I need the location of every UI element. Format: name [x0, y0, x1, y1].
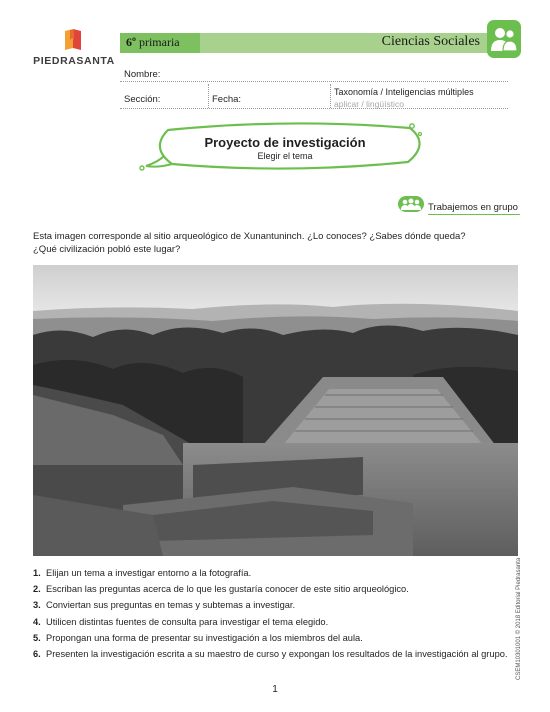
- list-item: [33, 648, 513, 664]
- step-number: 1.: [33, 568, 41, 578]
- step-number: 3.: [33, 600, 41, 611]
- section-label: Sección:: [124, 94, 161, 105]
- list-item: [33, 632, 513, 648]
- archaeological-site-photo: [33, 265, 518, 556]
- divider: [120, 82, 508, 83]
- section-field[interactable]: [120, 108, 508, 109]
- book-logo-icon: [62, 28, 86, 52]
- list-item: [33, 599, 513, 615]
- step-text: Propongan una forma de presentar su investigación a los miembros del aula.: [46, 632, 363, 643]
- divider: [208, 84, 209, 108]
- intro-line: ¿Qué civilización pobló este lugar?: [33, 244, 181, 255]
- subject-title: Ciencias Sociales: [381, 34, 480, 49]
- step-number: 2.: [33, 584, 41, 595]
- step-number: 4.: [33, 616, 41, 627]
- publisher-logo: [28, 28, 120, 72]
- step-text: Presenten la investigación escrita a su maestro de curso y expongan los resultados de la investigación al grupo.: [46, 648, 508, 659]
- step-text: Conviertan sus preguntas en temas y subtemas a investigar.: [46, 600, 296, 611]
- step-text: Escriban las preguntas acerca de lo que les gustaría conocer de este sitio arqueológico.: [46, 584, 409, 595]
- copyright-note: CSEM10301001 © 2018 Editorial Piedrasanta: [516, 557, 522, 680]
- list-item: [33, 567, 513, 583]
- date-label: Fecha:: [212, 94, 242, 105]
- step-text: Elijan un tema a investigar entorno a la fotografía.: [46, 568, 252, 578]
- step-number: 6.: [33, 648, 41, 659]
- intro-line: Esta imagen corresponde al sitio arqueológico de Xunantuninch. ¿Lo conoces? ¿Sabes dónde queda?: [33, 231, 466, 242]
- people-icon: [487, 20, 521, 58]
- page-number: 1: [272, 684, 278, 695]
- project-title: Proyecto de investigación: [204, 135, 366, 150]
- list-item: [33, 616, 513, 632]
- group-icon: [398, 196, 424, 212]
- divider: [428, 214, 520, 215]
- instruction-list: [33, 567, 513, 664]
- intro-text: [33, 230, 513, 256]
- taxonomy-detail: aplicar / lingüístico: [334, 99, 404, 109]
- taxonomy-label: Taxonomía / Inteligencias múltiples: [334, 87, 474, 97]
- step-number: 5.: [33, 632, 41, 643]
- group-activity-label: Trabajemos en grupo: [428, 202, 518, 213]
- step-text: Utilicen distintas fuentes de consulta para investigar el tema elegido.: [46, 616, 329, 627]
- brand-name: PIEDRASANTA: [33, 55, 115, 67]
- grade-label: 6º primaria: [126, 35, 180, 49]
- name-label: Nombre:: [124, 69, 161, 80]
- project-subtitle: Elegir el tema: [257, 151, 313, 161]
- divider: [330, 84, 331, 108]
- list-item: [33, 583, 513, 599]
